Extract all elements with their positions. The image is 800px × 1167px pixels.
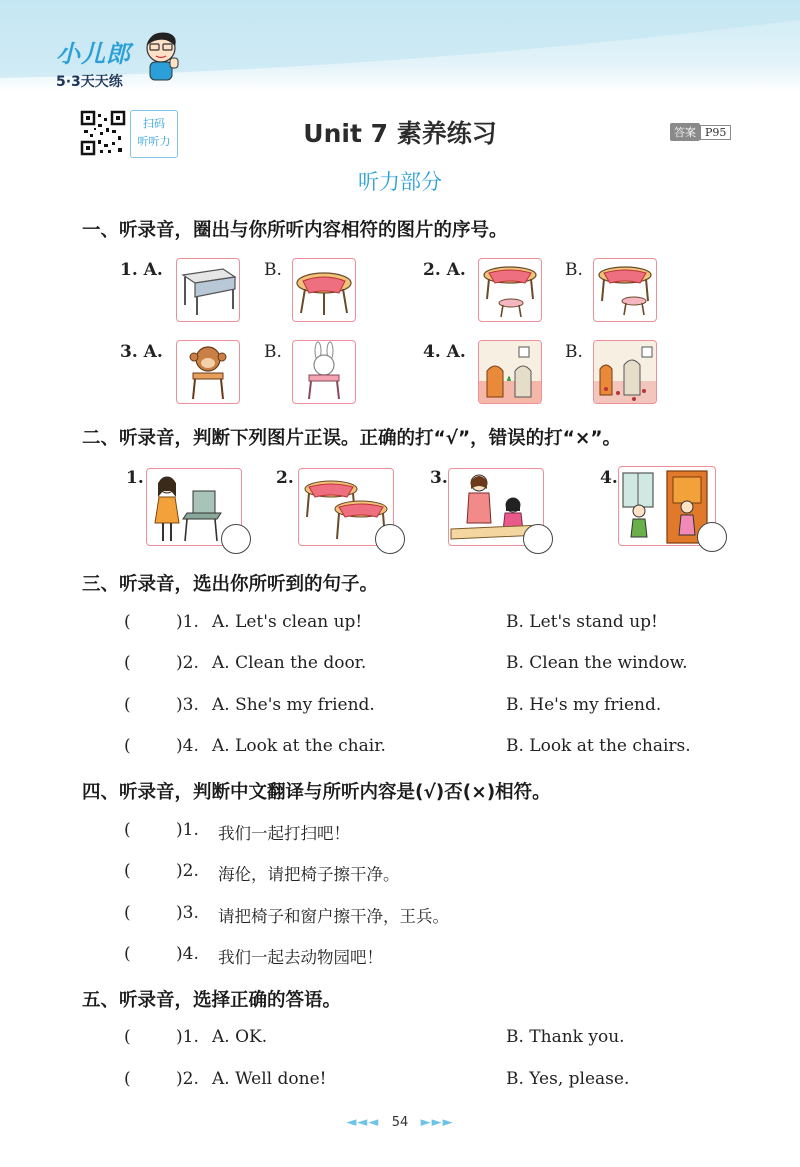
answer-label: 答案 [670,123,700,141]
s3-row1-paren-open: ( [124,612,131,632]
s4-row3-num: )3. [176,903,199,923]
answer-page-tag [670,123,731,141]
brand-name: 小儿郎 [56,40,131,68]
s3-row2-option-a: A. Clean the door. [212,653,367,673]
s5-row2-option-b: B. Yes, please. [506,1069,630,1089]
brand-logo [56,34,131,91]
mascot-boy-icon [138,28,184,82]
s4-row4-paren-open: ( [124,944,131,964]
s2-item1-answer-circle[interactable] [221,524,251,554]
s1-item4-b-label: B. [565,342,583,362]
table-and-chair-icon [479,259,541,321]
s1-item2-option-b-table-chair-image[interactable] [593,258,657,322]
s1-item3-option-a-monkey-chair-image[interactable] [176,340,240,404]
s3-row1-option-b: B. Let's stand up! [506,612,658,632]
s4-row2-text: 海伦，请把椅子擦干净。 [218,865,400,884]
desk-icon [177,259,239,321]
s4-row3-text: 请把椅子和窗户擦干净，王兵。 [218,907,449,926]
rabbit-chair-icon [293,341,355,403]
section-subtitle: 听力部分 [358,170,442,194]
s3-row1-num: )1. [176,612,199,632]
s5-row2-paren-open: ( [124,1069,131,1089]
monkey-chair-icon [177,341,239,403]
s4-row2-paren-open: ( [124,861,131,881]
s3-row4-num: )4. [176,736,199,756]
s5-row2-num: )2. [176,1069,199,1089]
s2-item1-num: 1. [126,468,144,488]
section5-heading: 五、听录音，选择正确的答语。 [82,990,342,1011]
brand-series: 5·3天天练 [56,74,123,90]
s2-item2-answer-circle[interactable] [375,524,405,554]
s1-item4-option-a-room-image[interactable] [478,340,542,404]
s2-item4-answer-circle[interactable] [697,522,727,552]
messy-room-icon [594,341,656,403]
s3-row3-num: )3. [176,695,199,715]
answer-page: P95 [700,125,731,140]
s3-row4-paren-open: ( [124,736,131,756]
s3-row3-paren-open: ( [124,695,131,715]
s2-item4-num: 4. [600,468,618,488]
s4-row2-num: )2. [176,861,199,881]
s1-item4-option-b-room-image[interactable] [593,340,657,404]
s3-row3-option-a: A. She's my friend. [212,695,375,715]
s5-row2-option-a: A. Well done! [212,1069,327,1089]
page-number: 54 [391,1115,409,1130]
section1-heading: 一、听录音，圈出与你所听内容相符的图片的序号。 [82,220,508,241]
section3-heading: 三、听录音，选出你所听到的句子。 [82,574,379,595]
s4-row4-text: 我们一起去动物园吧！ [218,948,383,967]
s1-item1-option-b-table-image[interactable] [292,258,356,322]
footer-right-arrows: ►►► [420,1115,454,1130]
s5-row1-paren-open: ( [124,1027,131,1047]
s3-row3-option-b: B. He's my friend. [506,695,662,715]
s1-item4-num: 4. A. [423,342,466,362]
s4-row1-text: 我们一起打扫吧！ [218,824,350,843]
section4-heading: 四、听录音，判断中文翻译与所听内容是(√)否(×)相符。 [82,782,551,803]
s1-item1-num: 1. A. [120,260,163,280]
s1-item3-option-b-rabbit-chair-image[interactable] [292,340,356,404]
scan-line-1: 扫码 [143,117,165,130]
s3-row1-option-a: A. Let's clean up! [212,612,363,632]
s2-item3-answer-circle[interactable] [523,524,553,554]
s5-row1-option-a: A. OK. [212,1027,268,1047]
s5-row1-num: )1. [176,1027,199,1047]
s1-item2-num: 2. A. [423,260,466,280]
table-icon [293,259,355,321]
s1-item3-num: 3. A. [120,342,163,362]
table-and-chair-icon [594,259,656,321]
s3-row4-option-b: B. Look at the chairs. [506,736,691,756]
s2-item2-num: 2. [276,468,294,488]
s1-item2-option-a-table-chair-image[interactable] [478,258,542,322]
s1-item2-b-label: B. [565,260,583,280]
s3-row2-option-b: B. Clean the window. [506,653,688,673]
clean-room-icon [479,341,541,403]
s1-item1-b-label: B. [264,260,282,280]
s1-item3-b-label: B. [264,342,282,362]
s3-row2-paren-open: ( [124,653,131,673]
page-title: Unit 7 素养练习 [303,119,497,148]
page-footer [0,1115,800,1130]
footer-left-arrows: ◄◄◄ [346,1115,380,1130]
s4-row3-paren-open: ( [124,903,131,923]
s2-item3-num: 3. [430,468,448,488]
s5-row1-option-b: B. Thank you. [506,1027,625,1047]
s1-item1-option-a-desk-image[interactable] [176,258,240,322]
s4-row1-paren-open: ( [124,820,131,840]
s3-row2-num: )2. [176,653,199,673]
s4-row1-num: )1. [176,820,199,840]
s4-row4-num: )4. [176,944,199,964]
scan-line-2: 听听力 [137,135,171,148]
section2-heading: 二、听录音，判断下列图片正误。正确的打“√”，错误的打“×”。 [82,428,621,449]
s3-row4-option-a: A. Look at the chair. [212,736,386,756]
